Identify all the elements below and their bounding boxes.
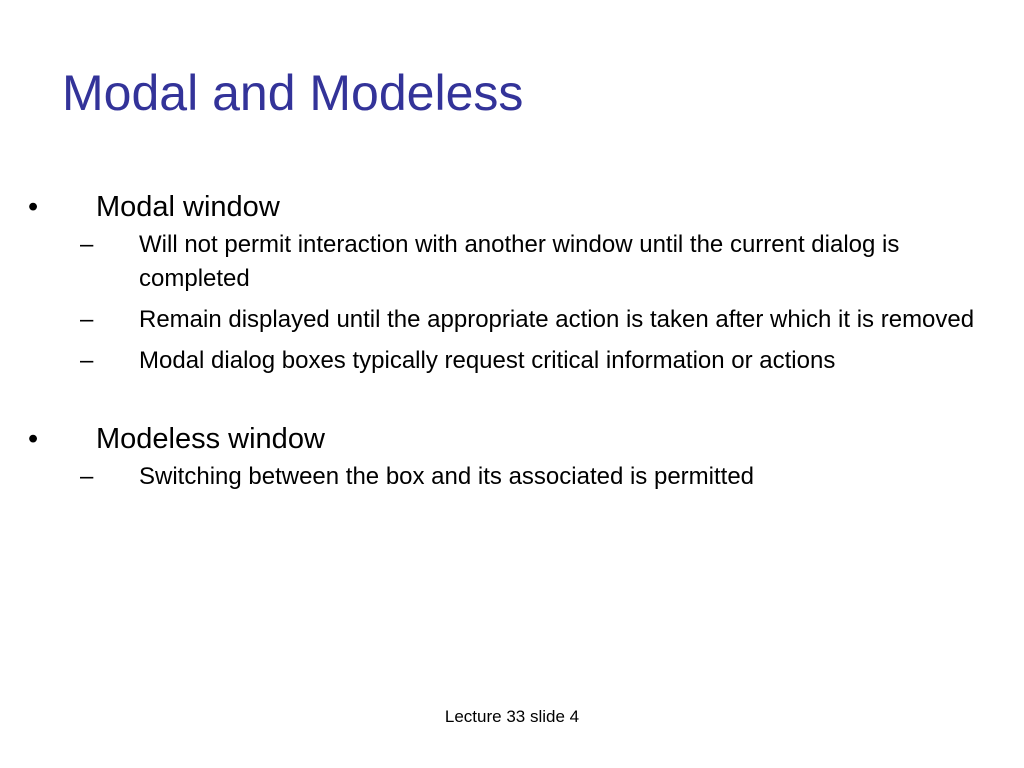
section-spacer [0, 385, 1024, 420]
dash-marker: – [80, 306, 94, 333]
sub-bullet-item [80, 228, 989, 296]
sub-bullet-item [80, 460, 989, 494]
dash-marker: – [80, 231, 94, 258]
bullet-item-modal-window [0, 188, 1024, 228]
bullet-text: Modal window [96, 191, 280, 223]
sub-bullet-text: Remain displayed until the appropriate action is taken after which it is removed [139, 306, 975, 333]
bullet-marker: • [28, 191, 39, 223]
bullet-item-modeless-window [0, 420, 1024, 460]
sub-bullet-item [80, 344, 989, 378]
dash-marker: – [80, 463, 94, 490]
slide-footer: Lecture 33 slide 4 [444, 707, 580, 726]
slide-title: Modal and Modeless [62, 65, 524, 121]
dash-marker: – [80, 347, 94, 374]
bullet-marker: • [28, 423, 39, 455]
bullet-text: Modeless window [96, 423, 325, 455]
sub-bullet-text: Will not permit interaction with another window until the current dialog is completed [139, 231, 900, 292]
slide-content [0, 188, 1024, 501]
sub-bullet-text: Modal dialog boxes typically request critical information or actions [139, 347, 836, 374]
sub-bullet-text: Switching between the box and its associated is permitted [139, 463, 755, 490]
sub-bullet-item [80, 303, 989, 337]
